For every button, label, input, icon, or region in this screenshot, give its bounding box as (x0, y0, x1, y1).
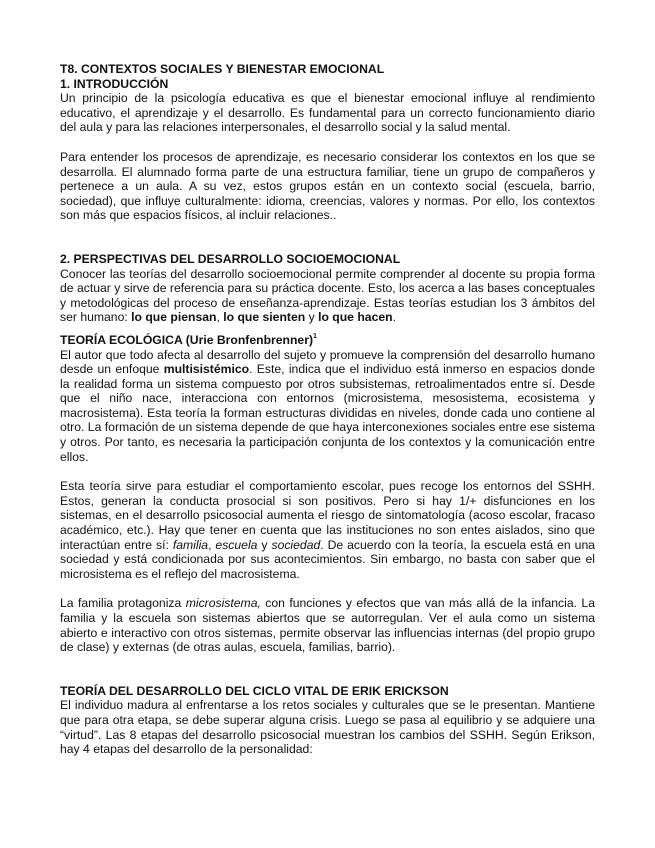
erickson-paragraph-1: El individuo madura al enfrentarse a los retos sociales y culturales que se le presentan. Mantiene que para otra etapa, se debe superar alguna crisis. Luego se pasa al equilibrio y se adquiere una “virtud”. Las 8 etapas del desarrollo psicosocial muestran los cambios del SSHH. Según Erikson, hay 4 etapas del desarrollo de la personalidad: (60, 698, 595, 757)
ecologica-text: con funciones y efectos que van más allá de la infancia. La familia y la escuela son sistemas abiertos que se autorregulan. Ver el aula como un sistema abierto e interactivo con otros sistemas, permite observar las influencias internas (del propio grupo de clase) y externas (de otras aulas, escuela, familias, barrio). (60, 596, 595, 655)
ecologica-text: Esta teoría sirve para estudiar el comportamiento escolar, pues recoge los entornos del SSHH. Estos, generan la conducta prosocial si son positivos. Pero si hay 1/+ disfunciones en los sistemas, en el desarrollo psicosocial aumenta el riesgo de sintomatología (acoso escolar, fracaso académico, etc.). Hay que tener en cuenta que las instituciones no son entes aislados, sino que interactúan entre sí: (60, 479, 595, 552)
ecologica-paragraph-3 (60, 596, 595, 654)
bold-lo-que-hacen: lo que hacen (318, 310, 393, 325)
ecologica-text: El autor que todo afecta al desarrollo del sujeto y promueve la comprensión del desarrollo humano desde un enfoque (60, 347, 595, 377)
subsection-heading-ecologica (60, 333, 595, 348)
intro-paragraph-1: Un principio de la psicología educativa es que el bienestar emocional influye al rendimiento educativo, el aprendizaje y el desarrollo. Es fundamental para un correcto funcionamiento diario del aula y para las relaciones interpersonales, el desarrollo social y la salud mental. (60, 91, 595, 135)
ecologica-heading-text: TEORÍA ECOLÓGICA (Urie Bronfenbrenner) (60, 332, 314, 347)
perspectivas-paragraph (60, 267, 595, 325)
section-heading-introduccion: 1. INTRODUCCIÓN (60, 76, 169, 91)
section-heading-perspectivas: 2. PERSPECTIVAS DEL DESARROLLO SOCIOEMOCIONAL (60, 251, 401, 266)
bold-multisistemico: multisistémico (163, 362, 250, 377)
ecologica-text: . Este, indica que el individuo está inmerso en espacios donde la realidad forma un sistema compuesto por otros subsistemas, retroalimentados entre sí. Desde que el niño nace, interacciona con entornos (microsistema, mesosistema, ecosistema y macrosistema). Esta teoría la forman estructuras divididas en niveles, donde cada uno contiene al otro. La formación de un sistema depende de que haya interconexiones sociales entre ese sistema y otros. Por tanto, es necesaria la participación conjunta de los contextos y la comunicación entre ellos. (60, 362, 595, 464)
ecologica-paragraph-1 (60, 348, 595, 465)
separator: , (208, 537, 216, 552)
separator: y (305, 310, 319, 325)
italic-sociedad: sociedad (271, 537, 321, 552)
perspectivas-text: Conocer las teorías del desarrollo socioemocional permite comprender al docente su propia forma de actuar y sirve de referencia para su práctica docente. Esto, los acerca a las bases conceptuales y metodológicas del proceso de enseñanza-aprendizaje. Estas teorías estudian los 3 ámbitos del ser humano: (60, 266, 595, 325)
footnote-marker: 1 (313, 332, 317, 340)
bold-lo-que-piensan: lo que piensan (131, 310, 217, 325)
bold-lo-que-sienten: lo que sienten (223, 310, 306, 325)
intro-paragraph-2: Para entender los procesos de aprendizaje, es necesario considerar los contextos en los que se desarrolla. El alumnado forma parte de una estructura familiar, tiene un grupo de compañeros y pertenece a un aula. A su vez, estos grupos están en un contexto social (escuela, barrio, sociedad), que influye culturalmente: idioma, creencias, valores y normas. Por ello, los contextos son más que espacios físicos, al incluir relaciones.. (60, 149, 595, 223)
italic-escuela: escuela (215, 537, 258, 552)
ecologica-text: . De acuerdo con la teoría, la escuela está en una sociedad y está condicionada por sus acontecimientos. Sin embargo, no basta con saber que el microsistema es el reflejo del macrosistema. (60, 537, 596, 581)
sentence-end: . (392, 310, 396, 325)
italic-familia: familia (172, 537, 209, 552)
italic-microsistema: microsistema, (185, 596, 261, 611)
ecologica-text: La familia protagoniza (60, 596, 186, 611)
document-title: T8. CONTEXTOS SOCIALES Y BIENESTAR EMOCIONAL (60, 62, 385, 76)
separator: , (216, 310, 224, 325)
subsection-heading-erickson: TEORÍA DEL DESARROLLO DEL CICLO VITAL DE ERIK ERICKSON (60, 683, 449, 698)
ecologica-paragraph-2 (60, 479, 595, 581)
separator: y (257, 537, 272, 552)
